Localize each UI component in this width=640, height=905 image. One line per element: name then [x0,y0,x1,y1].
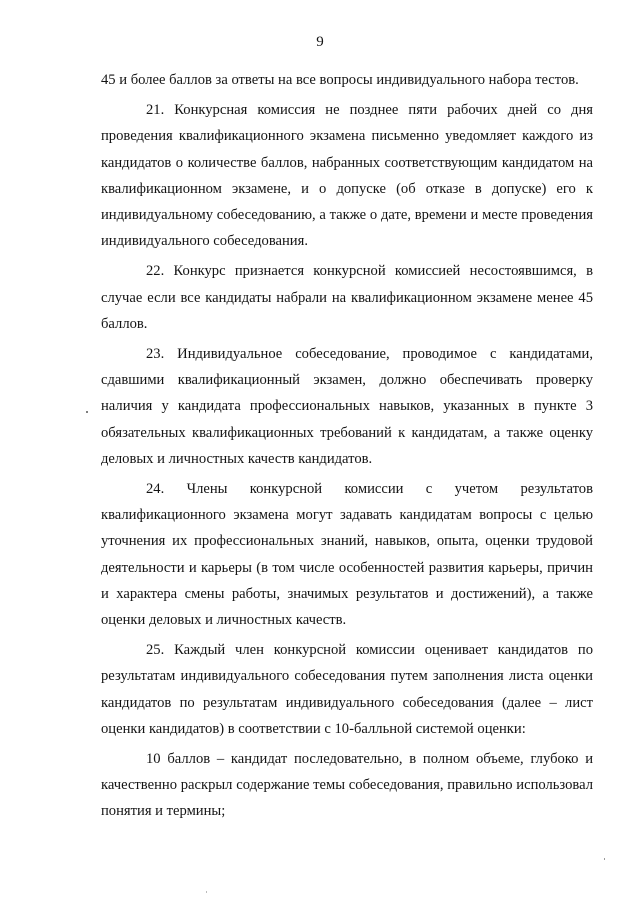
scan-speck [604,858,605,860]
paragraph-21: 21. Конкурсная комиссия не позднее пяти рабочих дней со дня проведения квалификационного экзамена письменно уведомляет каждого из кандидатов о количестве баллов, набранных соответствующим кандидатом на квалификационном экзамене, и о допуске (об отказе в допуске) его к индивидуальному собеседованию, а также о дате, времени и месте проведения индивидуального собеседования. [101,102,593,250]
page-number: 9 [316,34,324,50]
paragraph-score-10: 10 баллов – кандидат последовательно, в полном объеме, глубоко и качественно раскрыл содержание темы собеседования, правильно использовал понятия и термины; [101,751,593,820]
document-body [101,67,593,829]
paragraph-24: 24. Члены конкурсной комиссии с учетом результатов квалификационного экзамена могут задавать кандидатам вопросы с целью уточнения их профессиональных знаний, навыков, опыта, оценки трудовой деятельности и карьеры (в том числе особенностей развития карьеры, причин и характера смены работы, значимых результатов и достижений), а также оценки деловых и личностных качеств. [101,481,593,629]
paragraph-22: 22. Конкурс признается конкурсной комиссией несостоявшимся, в случае если все кандидаты набрали на квалификационном экзамене менее 45 баллов. [101,263,593,332]
scan-speck [86,411,88,413]
paragraph-23: 23. Индивидуальное собеседование, проводимое с кандидатами, сдавшими квалификационный экзамен, должно обеспечивать проверку наличия у кандидата профессиональных навыков, указанных в пункте 3 обязательных квалификационных требований к кандидатам, а также оценку деловых и личностных качеств кандидатов. [101,346,593,467]
paragraph-continuation: 45 и более баллов за ответы на все вопросы индивидуального набора тестов. [101,72,579,88]
paragraph-25: 25. Каждый член конкурсной комиссии оценивает кандидатов по результатам индивидуального собеседования путем заполнения листа оценки кандидатов по результатам индивидуального собеседования (далее – лист оценки кандидатов) в соответствии с 10-балльной системой оценки: [101,642,593,737]
scan-speck [206,891,207,893]
